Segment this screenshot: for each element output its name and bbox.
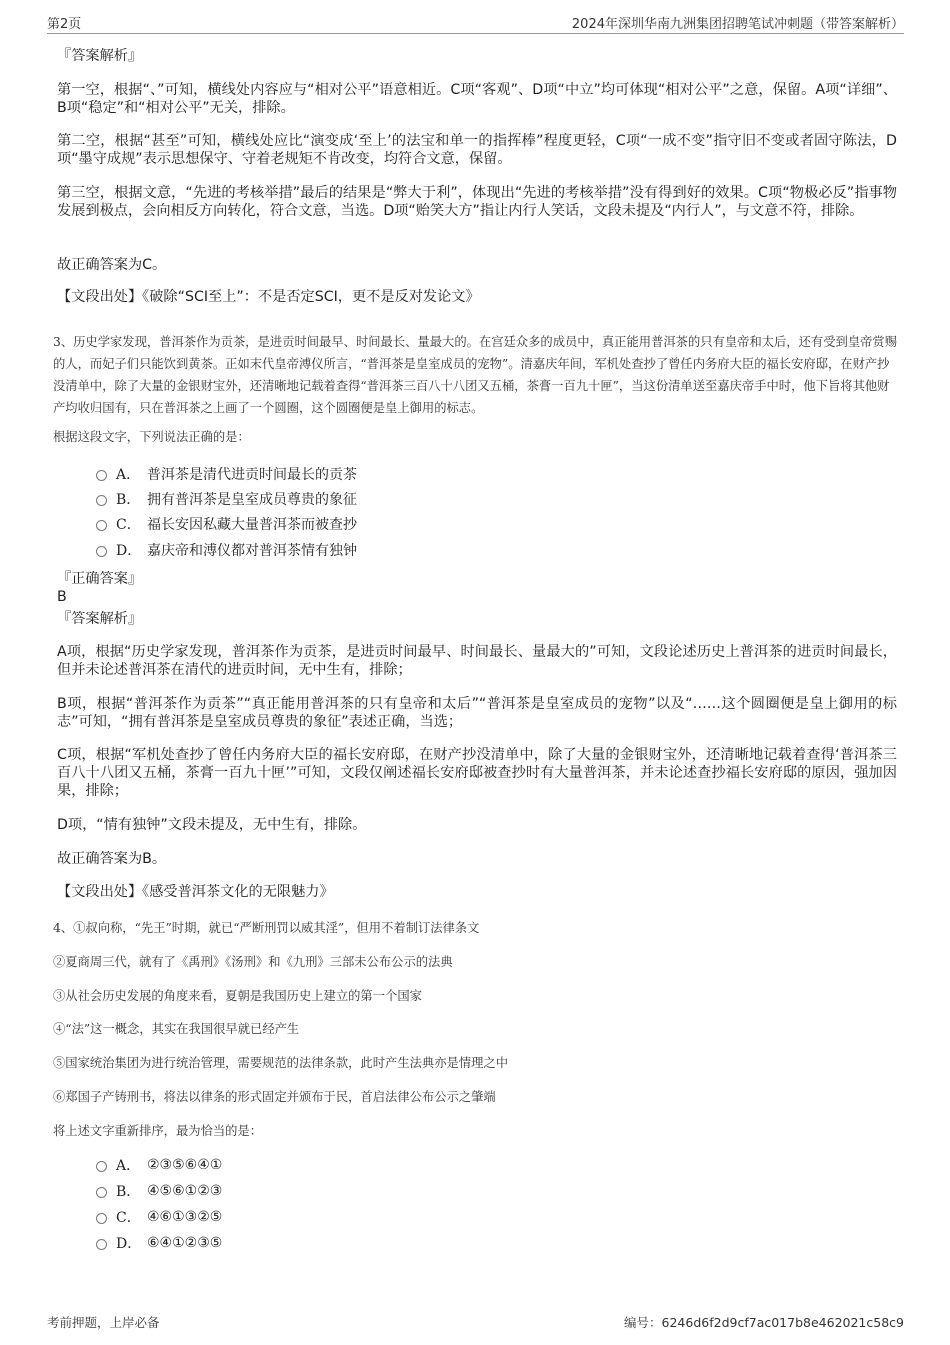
document-title: 2024年深圳华南九洲集团招聘笔试冲刺题（带答案解析） (571, 17, 904, 32)
q3-analysis-d: D项，“情有独钟”文段未提及，无中生有，排除。 (57, 817, 367, 833)
page-header (47, 13, 904, 34)
page-number: 第2页 (47, 17, 82, 32)
q3-analysis-b: B项，根据“普洱茶作为贡茶”“真正能用普洱茶的只有皇帝和太后”“普洱茶是皇室成员的宠物”以及“……这个圆圈便是皇上御用的标志”可知，“拥有普洱茶是皇室成员尊贵的象征”表述正确，当选； (57, 696, 897, 730)
q3-conclusion: 故正确答案为B。 (57, 851, 167, 867)
q3-analysis-c: C项，根据“军机处查抄了曾任内务府大臣的福长安府邸，在财产抄没清单中，除了大量的金银财宝外，还清晰地记载着查得‘普洱茶三百八十八团又五桶，茶膏一百九十匣’”可知，文段仅阐述福长安府邸被查抄时有大量普洱茶，并未论述查抄福长安府邸的原因，强加因果，排除； (57, 747, 897, 799)
radio-button[interactable] (96, 1213, 107, 1224)
q2-analysis-para-3: 第三空，根据文意，“先进的考核举措”最后的结果是“弊大于利”，体现出“先进的考核举措”没有得到好的效果。C项“物极必反”指事物发展到极点，会向相反方向转化，符合文意，当选。D项“贻笑大方”指让内行人笑话，文段未提及“内行人”，与文意不符，排除。 (57, 185, 897, 219)
q4-line-4: ④“法”这一概念，其实在我国很早就已经产生 (53, 1022, 300, 1036)
q4-line-1: 4、①叔向称，“先王”时期，就已“严断刑罚以威其淫”，但用不着制订法律条文 (53, 921, 480, 935)
footer-slogan: 考前押题，上岸必备 (47, 1315, 160, 1330)
q3-correct-answer: B (57, 589, 67, 605)
radio-button[interactable] (96, 470, 107, 481)
q3-passage: 3、历史学家发现，普洱茶作为贡茶，是进贡时间最早、时间最长、量最大的。在宫廷众多的成员中，真正能用普洱茶的只有皇帝和太后，还有受到皇帝赏赐的人，而妃子们只能饮到黄茶。正如末代皇帝溥仪所言，“普洱茶是皇室成员的宠物”。清嘉庆年间，军机处查抄了曾任内务府大臣的福长安府邸，在财产抄没清单中，除了大量的金银财宝外，还清晰地记载着查得“普洱茶三百八十八团又五桶，茶膏一百九十匣”，当这份清单送至嘉庆帝手中时，他下旨将其他财产均收归国有，只在普洱茶之上画了一个圆圈，这个圆圈便是皇上御用的标志。 (53, 335, 898, 415)
q4-option-a[interactable]: A． ②③⑤⑥④① (96, 1155, 222, 1175)
q2-source: 【文段出处】《破除“SCI至上”：不是否定SCI，更不是反对发论文》 (57, 289, 480, 305)
page-footer (47, 1313, 904, 1331)
q4-line-3: ③从社会历史发展的角度来看，夏朝是我国历史上建立的第一个国家 (53, 989, 422, 1003)
q3-option-c[interactable]: C． 福长安因私藏大量普洱茶而被查抄 (96, 514, 357, 534)
q4-line-5: ⑤国家统治集团为进行统治管理，需要规范的法律条款，此时产生法典亦是情理之中 (53, 1056, 508, 1070)
q2-conclusion: 故正确答案为C。 (57, 257, 167, 273)
q4-option-d[interactable]: D． ⑥④①②③⑤ (96, 1233, 222, 1253)
q3-option-a[interactable]: A． 普洱茶是清代进贡时间最长的贡茶 (96, 464, 357, 484)
q4-line-2: ②夏商周三代，就有了《禹刑》《汤刑》和《九刑》三部未公布公示的法典 (53, 955, 453, 969)
q2-analysis-label: 『答案解析』 (57, 48, 143, 64)
radio-button[interactable] (96, 1239, 107, 1250)
q2-analysis-para-2: 第二空，根据“甚至”可知，横线处应比“演变成‘至上’的法宝和单一的指挥棒”程度更轻，C项“一成不变”指守旧不变或者固守陈法，D项“墨守成规”表示思想保守、守着老规矩不肯改变，均符合文意，保留。 (57, 133, 897, 167)
q4-line-6: ⑥郑国子产铸刑书，将法以律条的形式固定并颁布于民，首启法律公布公示之肇端 (53, 1090, 496, 1104)
q3-option-b[interactable]: B． 拥有普洱茶是皇室成员尊贵的象征 (96, 489, 357, 509)
q3-correct-label: 『正确答案』 (57, 571, 143, 587)
radio-button[interactable] (96, 495, 107, 506)
q3-option-d[interactable]: D． 嘉庆帝和溥仪都对普洱茶情有独钟 (96, 540, 357, 560)
q3-analysis-label: 『答案解析』 (57, 611, 143, 627)
q2-analysis-para-1: 第一空，根据“、”可知，横线处内容应与“相对公平”语意相近。C项“客观”、D项“中立”均可体现“相对公平”之意，保留。A项“详细”、B项“稳定”和“相对公平”无关，排除。 (57, 82, 897, 116)
radio-button[interactable] (96, 1161, 107, 1172)
q3-prompt: 根据这段文字，下列说法正确的是： (53, 430, 250, 444)
footer-id: 编号：6246d6f2d9cf7ac017b8e462021c58c9 (624, 1315, 904, 1330)
q4-prompt: 将上述文字重新排序，最为恰当的是： (53, 1124, 263, 1138)
q4-option-b[interactable]: B． ④⑤⑥①②③ (96, 1181, 222, 1201)
q3-source: 【文段出处】《感受普洱茶文化的无限魅力》 (57, 884, 334, 900)
radio-button[interactable] (96, 1187, 107, 1198)
q4-option-c[interactable]: C． ④⑥①③②⑤ (96, 1207, 222, 1227)
radio-button[interactable] (96, 546, 107, 557)
radio-button[interactable] (96, 520, 107, 531)
q3-analysis-a: A项，根据“历史学家发现，普洱茶作为贡茶，是进贡时间最早、时间最长、量最大的”可知，文段论述历史上普洱茶的进贡时间最长，但并未论述普洱茶在清代的进贡时间，无中生有，排除； (57, 644, 897, 678)
